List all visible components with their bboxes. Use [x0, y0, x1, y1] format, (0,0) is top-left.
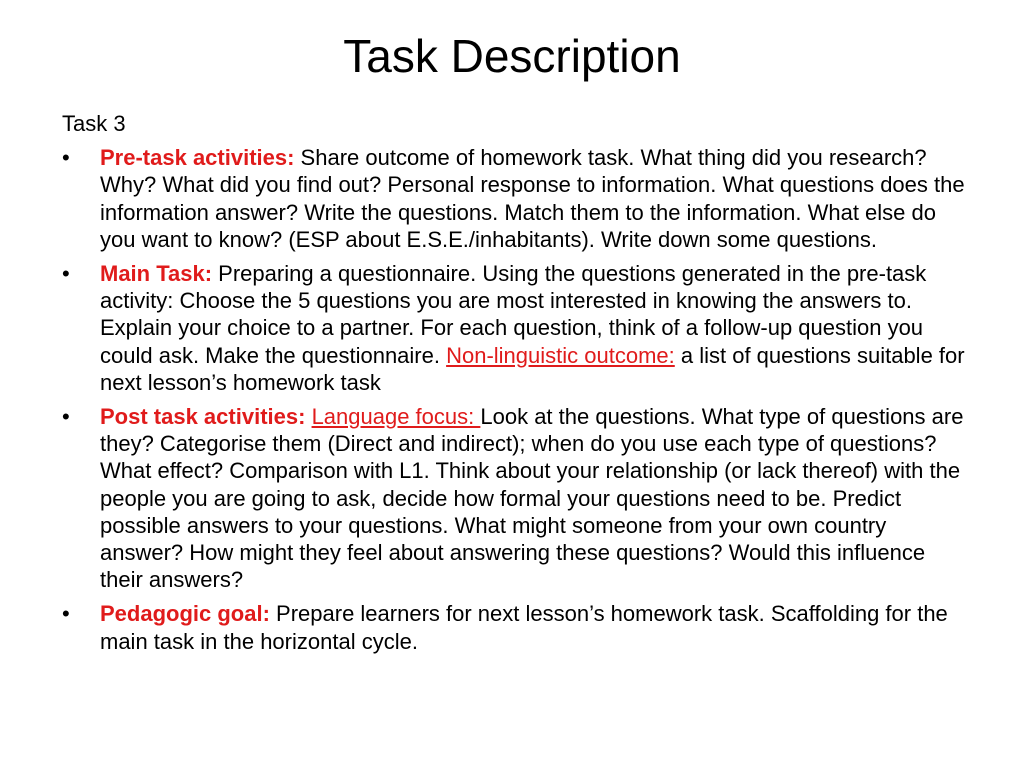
pedagogic-goal-text: Prepare learners for next lesson’s homework task. Scaffolding for the main task in the horizontal cycle.	[100, 601, 948, 654]
language-focus-link[interactable]: Language focus:	[311, 404, 481, 430]
bullet-icon: •	[62, 145, 70, 171]
non-linguistic-outcome-link[interactable]: Non-linguistic outcome:	[446, 342, 675, 368]
pedagogic-goal-heading: Pedagogic goal:	[100, 601, 270, 627]
main-task-heading: Main Task:	[100, 261, 213, 287]
list-item-post-task	[62, 403, 972, 593]
bullet-icon: •	[62, 404, 70, 430]
task-label: Task 3	[62, 111, 126, 136]
list-item-main-task	[62, 260, 972, 396]
list-item-pre-task	[62, 144, 972, 253]
main-task-text: Preparing a questionnaire. Using the questions generated in the pre-task activity: Choose the 5 questions you are most interested in knowing the answers to. Explain your choice to a partner. For each question, think of a follow-up question you could ask. Make the questionnaire.	[100, 261, 927, 368]
bullet-list	[62, 144, 972, 655]
pre-task-heading: Pre-task activities:	[100, 145, 295, 171]
list-item-pedagogic-goal	[62, 600, 972, 654]
post-task-text: Look at the questions. What type of questions are they? Categorise them (Direct and indirect); when do you use each type of questions? What effect? Comparison with L1. Think about your relationship (or lack thereof) with the people you are going to ask, decide how formal your questions need to be. Predict possible answers to your questions. What might someone from your own country answer? How might they feel about answering these questions? Would this influence their answers?	[100, 404, 964, 593]
slide-body	[62, 110, 972, 662]
slide-title: Task Description	[343, 30, 681, 82]
pre-task-text: Share outcome of homework task. What thing did you research? Why? What did you find out? Personal response to information. What questions does the information answer? Write the questions. Match them to the information. What else do you want to know? (ESP about E.S.E./inhabitants). Write down some questions.	[100, 145, 965, 252]
bullet-icon: •	[62, 261, 70, 287]
bullet-icon: •	[62, 601, 70, 627]
post-task-heading: Post task activities:	[100, 404, 306, 430]
main-task-outcome-text: a list of questions suitable for next lesson’s homework task	[100, 342, 965, 395]
